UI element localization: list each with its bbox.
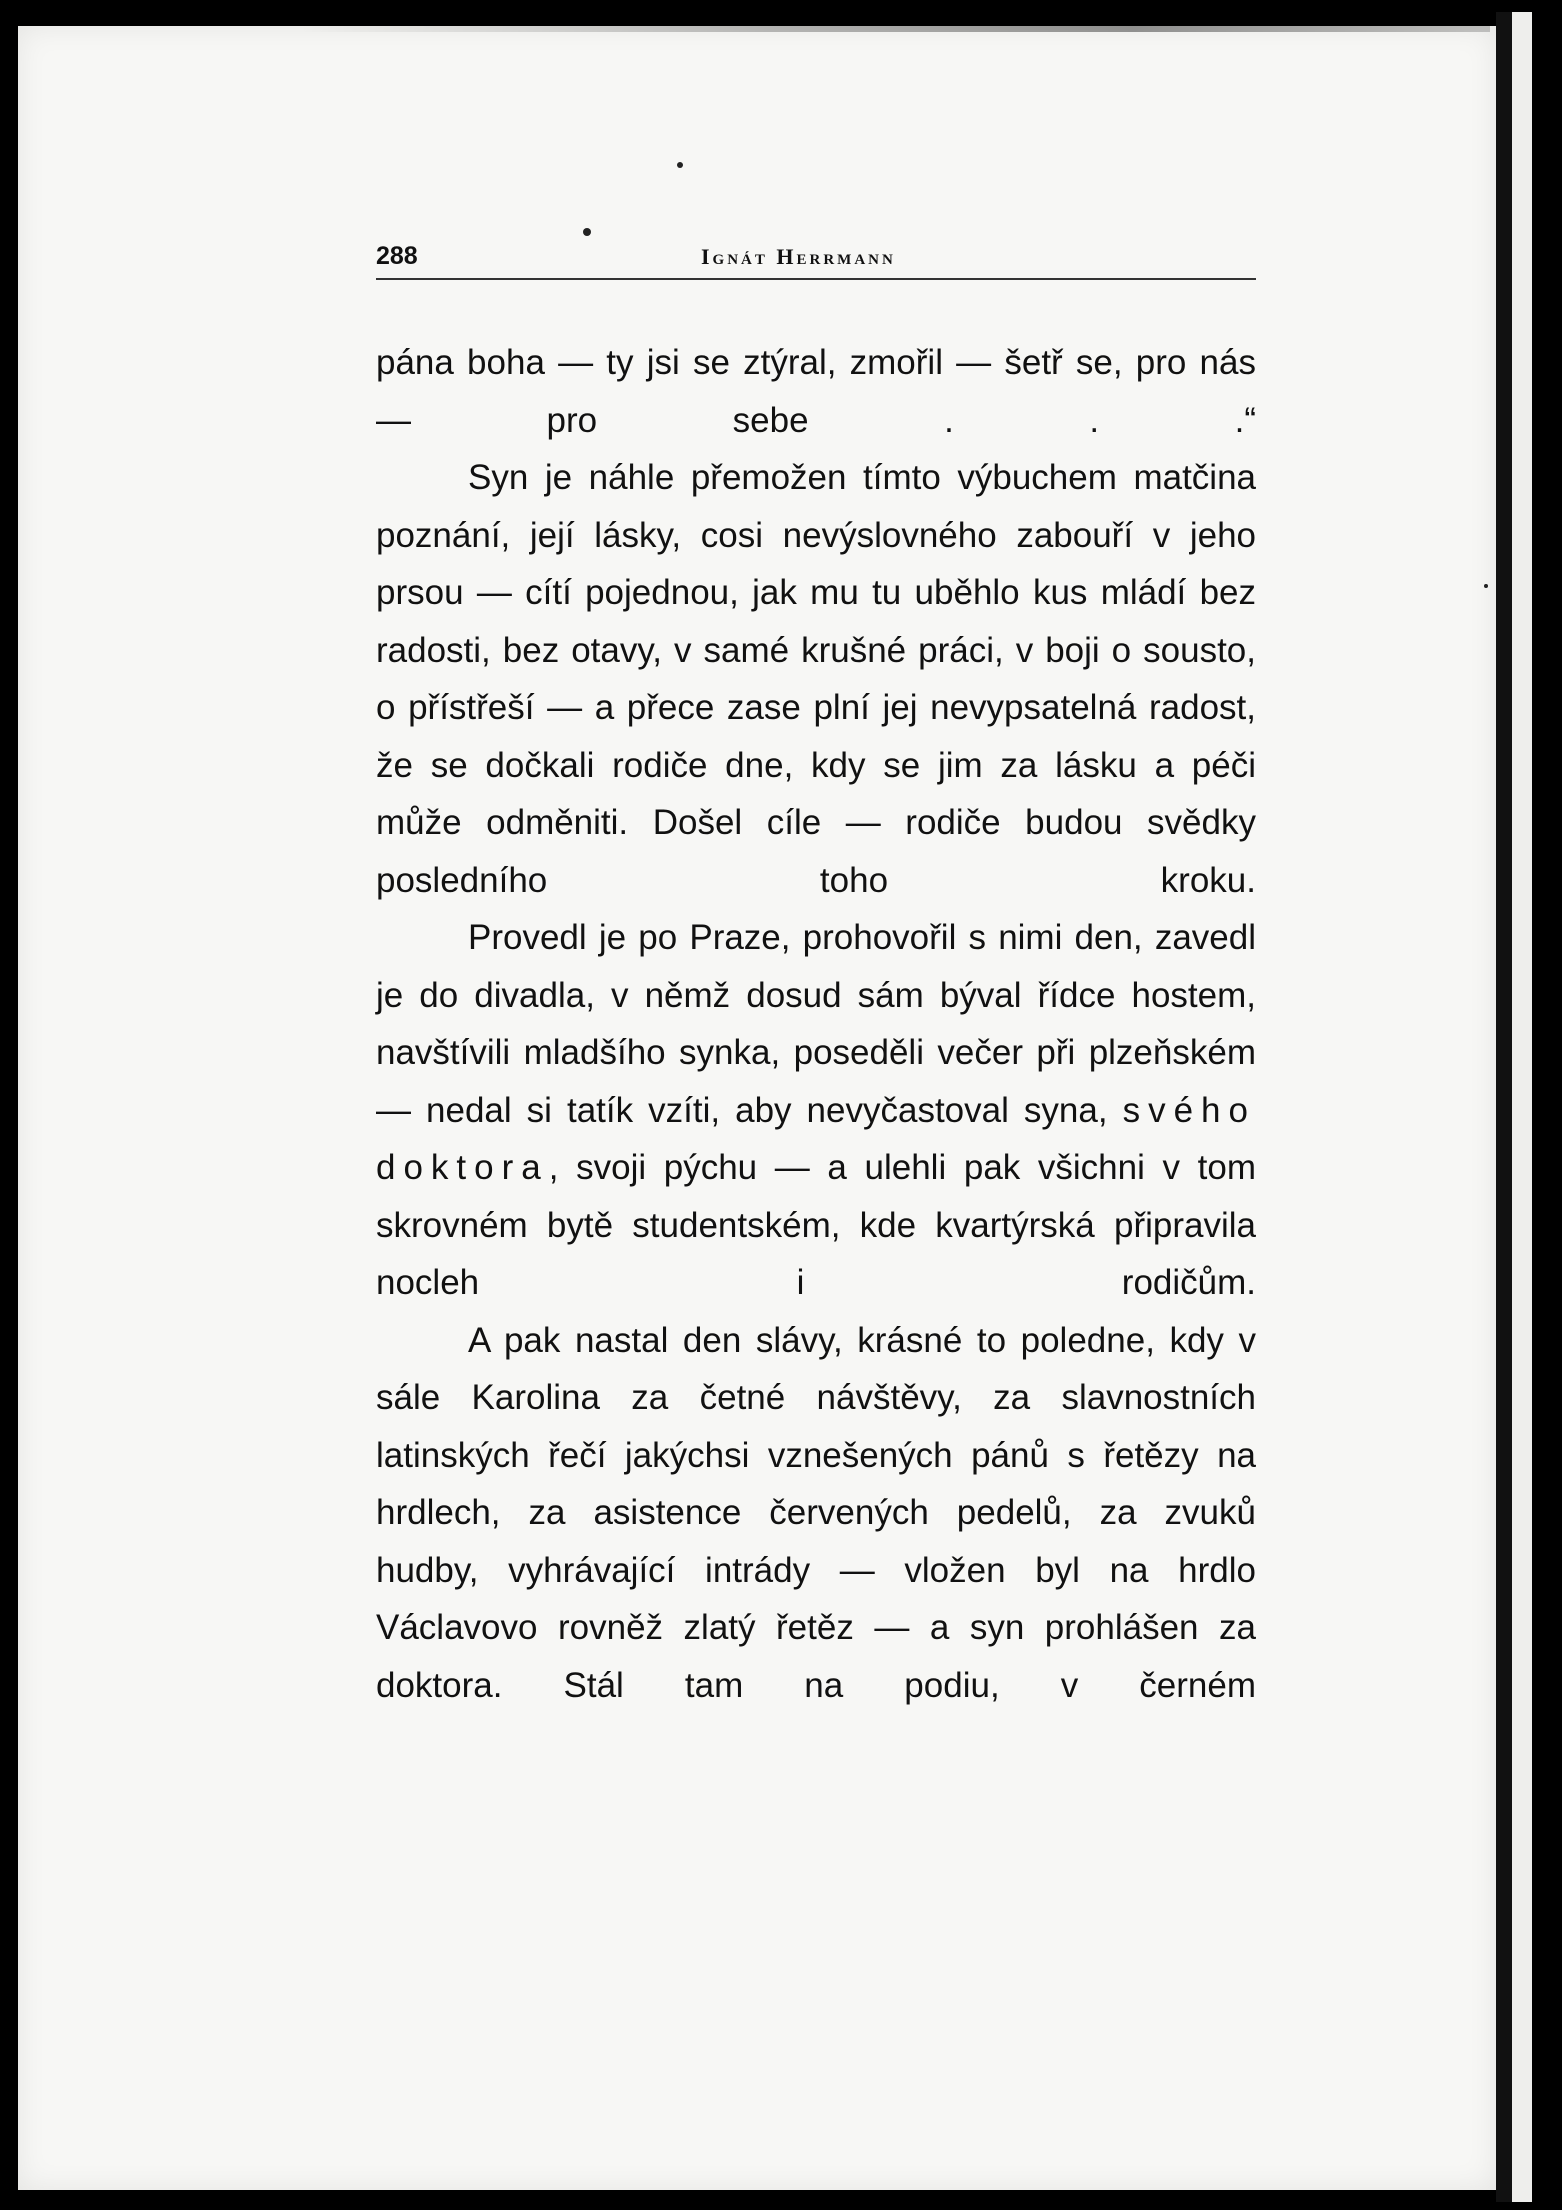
- paragraph-1: pána boha — ty jsi se ztýral, zmořil — šetř se, pro nás — pro sebe . . .“: [376, 343, 1256, 440]
- ink-speck: [583, 228, 591, 236]
- ink-speck: [677, 162, 683, 168]
- page-number: 288: [376, 242, 418, 270]
- paragraph-3-spaced-text: svého doktora: [376, 1090, 1256, 1187]
- ink-speck: [1484, 584, 1488, 588]
- paragraph-3: [376, 909, 1256, 1312]
- paragraph-3-text-a: Provedl je po Praze, prohovořil s nimi den, zavedl je do divadla, v němž dosud sám býval řídce hostem, navštívili mladšího synka, poseděli večer při plzeňském — nedal si tatík vzíti, aby nevyčastoval syna,: [376, 918, 1256, 1130]
- paragraph-3-text-b: , svoji pýchu — a ulehli pak všichni v tom skrovném bytě studentském, kde kvartýrská připravila nocleh i rodičům.: [376, 1148, 1256, 1302]
- paragraph-4: A pak nastal den slávy, krásné to poledne, kdy v sále Karolina za četné návštěvy, za slavnostních latinských řečí jakýchsi vznešených pánů s řetězy na hrdlech, za asistence červených pedelů, za zvuků hudby, vyhrávající intrády — vložen byl na hrdlo Václavovo rovněž zlatý řetěz — a syn prohlášen za doktora. Stál tam na podiu, v černém: [376, 1320, 1256, 1705]
- page-header: [376, 242, 1256, 282]
- running-head: Ignát Herrmann: [701, 244, 896, 269]
- scan-top-noise: [300, 26, 1490, 32]
- body-text: [376, 334, 1256, 1714]
- header-rule: [376, 278, 1256, 280]
- next-page-edge: [1512, 12, 1532, 2202]
- page-gutter-shadow: [1496, 12, 1512, 2202]
- paragraph-2: Syn je náhle přemožen tímto výbuchem matčina poznání, její lásky, cosi nevýslovného zabouří v jeho prsou — cítí pojednou, jak mu tu uběhlo kus mládí bez radosti, bez otavy, v samé krušné práci, v boji o sousto, o přístřeší — a přece zase plní jej nevypsatelná radost, že se dočkali rodiče dne, kdy se jim za lásku a péči může odměniti. Došel cíle — rodiče budou svědky posledního toho kroku.: [376, 458, 1256, 900]
